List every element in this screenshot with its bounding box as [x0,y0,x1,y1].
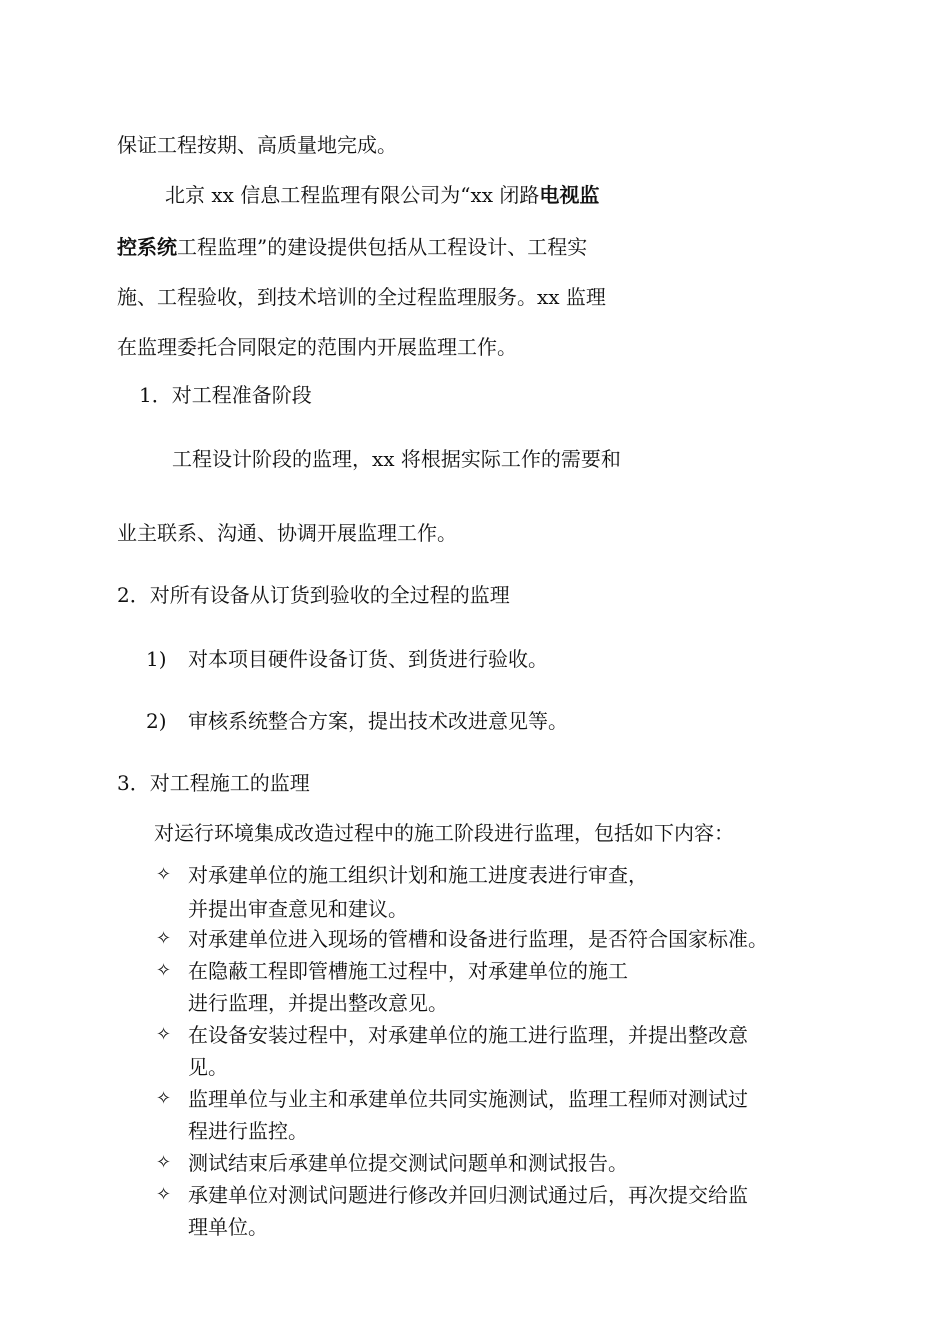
bullet-5-line-1: 监理单位与业主和承建单位共同实施测试，监理工程师对测试过 [188,1087,748,1111]
bullet-6-line-1: 测试结束后承建单位提交测试问题单和测试报告。 [188,1151,628,1175]
diamond-bullet-icon: ✧ [156,1152,172,1173]
diamond-bullet-icon: ✧ [156,1184,172,1205]
intro-line-3-bold: 控系统 [117,235,177,259]
section-1-para-line-2: 业主联系、沟通、协调开展监理工作。 [117,521,457,545]
intro-line-2-text: 北京 xx 信息工程监理有限公司为“xx 闭路 [165,183,540,207]
bullet-1-line-1: 对承建单位的施工组织计划和施工进度表进行审查， [188,863,648,887]
section-1-heading: 1．对工程准备阶段 [139,383,312,407]
diamond-bullet-icon: ✧ [156,960,172,981]
intro-line-3 [117,234,587,260]
diamond-bullet-icon: ✧ [156,1088,172,1109]
bullet-2-line-1: 对承建单位进入现场的管槽和设备进行监理，是否符合国家标准。 [188,927,768,951]
section-2-heading: 2．对所有设备从订货到验收的全过程的监理 [117,583,510,607]
section-2-item-1-text: 对本项目硬件设备订货、到货进行验收。 [188,647,548,671]
bullet-7-line-1: 承建单位对测试问题进行修改并回归测试通过后，再次提交给监 [188,1183,748,1207]
section-2-item-2-text: 审核系统整合方案，提出技术改进意见等。 [188,709,568,733]
bullet-3-line-1: 在隐蔽工程即管槽施工过程中，对承建单位的施工 [188,959,628,983]
section-2-item-2-number: 2) [146,709,167,733]
section-3-intro: 对运行环境集成改造过程中的施工阶段进行监理，包括如下内容： [154,821,734,845]
section-2-item-1-number: 1) [146,647,167,671]
bullet-4-line-2: 见。 [188,1055,228,1079]
intro-line-5: 在监理委托合同限定的范围内开展监理工作。 [117,335,517,359]
section-1-para-line-1: 工程设计阶段的监理，xx 将根据实际工作的需要和 [172,447,621,471]
bullet-3-line-2: 进行监理，并提出整改意见。 [188,991,448,1015]
diamond-bullet-icon: ✧ [156,928,172,949]
diamond-bullet-icon: ✧ [156,1024,172,1045]
diamond-bullet-icon: ✧ [156,864,172,885]
bullet-1-line-2: 并提出审查意见和建议。 [188,897,408,921]
bullet-5-line-2: 程进行监控。 [188,1119,308,1143]
bullet-4-line-1: 在设备安装过程中，对承建单位的施工进行监理，并提出整改意 [188,1023,748,1047]
section-3-heading: 3．对工程施工的监理 [117,771,310,795]
bullet-7-line-2: 理单位。 [188,1215,268,1239]
intro-line-4: 施、工程验收，到技术培训的全过程监理服务。xx 监理 [117,285,606,309]
intro-line-2-bold: 电视监 [539,183,600,207]
intro-line-3-text: 工程监理”的建设提供包括从工程设计、工程实 [177,235,588,259]
intro-line-1: 保证工程按期、高质量地完成。 [117,133,397,157]
intro-line-2 [165,182,599,208]
